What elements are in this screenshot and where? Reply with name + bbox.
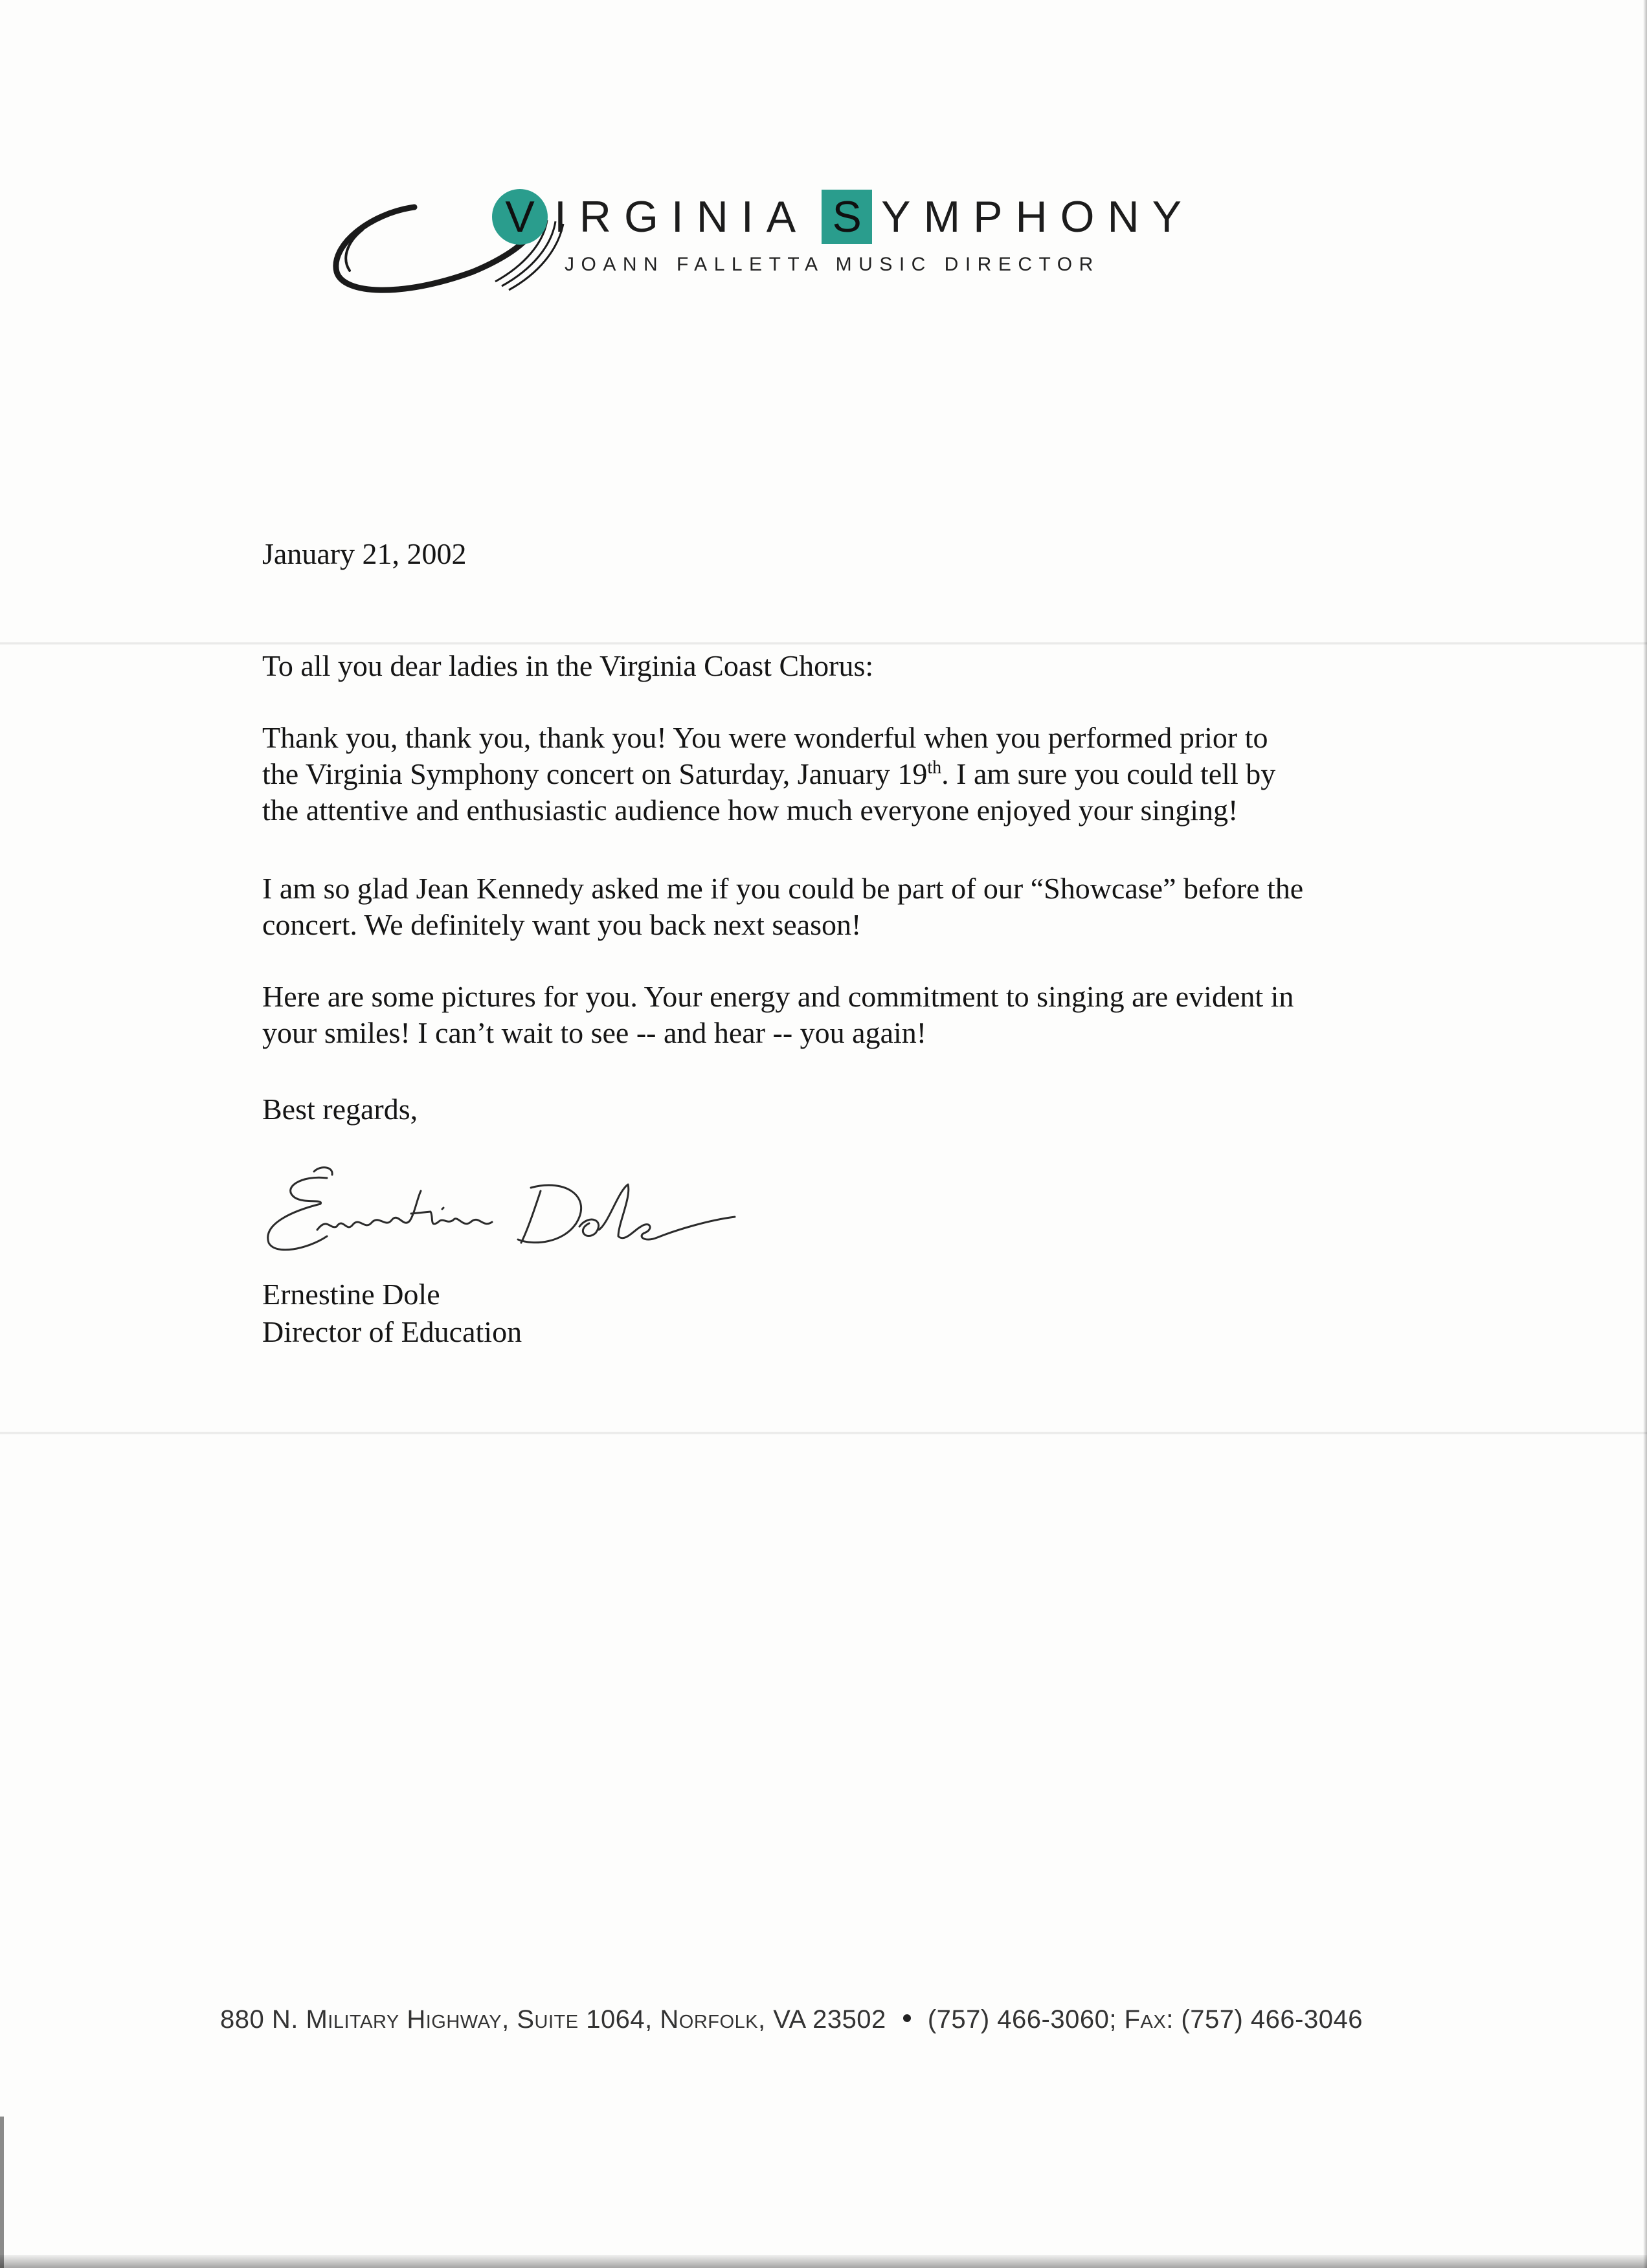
footer-bullet-icon (903, 2014, 911, 2022)
scan-edge-bottom (0, 2255, 1647, 2268)
letter-salutation: To all you dear ladies in the Virginia Coast Chorus: (262, 649, 874, 682)
footer-phone: (757) 466-3060; F (927, 2005, 1141, 2034)
paragraph-1-line-2: the Virginia Symphony concert on Saturday, January 19th. I am sure you could tell by (262, 757, 1276, 790)
scan-edge-left (0, 2117, 4, 2268)
letter-paragraph-3 (262, 979, 1294, 1051)
footer-fax: : (757) 466-3046 (1166, 2005, 1363, 2034)
letter-paragraph-1 (262, 720, 1275, 828)
brand-word-virginia: IRGINIA (554, 192, 809, 241)
brand-word-symphony: YMPHONY (881, 192, 1194, 241)
paragraph-2-line-1: I am so glad Jean Kennedy asked me if you could be part of our “Showcase” before the (262, 872, 1304, 905)
paragraph-3-line-1: Here are some pictures for you. Your energy and commitment to singing are evident in (262, 980, 1294, 1013)
letter-closing: Best regards, (262, 1093, 418, 1126)
signer-title: Director of Education (262, 1315, 522, 1348)
paragraph-3-line-2: your smiles! I can’t wait to see -- and hear -- you again! (262, 1016, 927, 1049)
letterhead-tagline: JOANN FALLETTA MUSIC DIRECTOR (565, 254, 1100, 275)
fold-line-lower (0, 1432, 1647, 1434)
ordinal-suffix: th (927, 757, 942, 778)
scan-edge-right (1643, 0, 1647, 2268)
fold-line-upper (0, 642, 1647, 645)
handwritten-signature (256, 1152, 761, 1275)
brand-wordmark (492, 184, 1204, 256)
paragraph-1-line-3: the attentive and enthusiastic audience how much everyone enjoyed your singing! (262, 794, 1238, 827)
letterhead-footer-address: 880 N. MILITARY HIGHWAY, SUITE 1064, NORFOLK, VA 23502 (757) 466-3060; FAX: (757) 466-3046 (220, 2005, 1363, 2034)
brand-initial-s-square: S (822, 190, 872, 244)
paragraph-1-line-1: Thank you, thank you, thank you! You were wonderful when you performed prior to (262, 721, 1268, 754)
letter-date: January 21, 2002 (262, 537, 467, 570)
signer-name: Ernestine Dole (262, 1278, 440, 1311)
brand-initial-v-circle: V (492, 189, 548, 245)
paragraph-2-line-2: concert. We definitely want you back next season! (262, 908, 862, 941)
letter-paragraph-2 (262, 871, 1303, 943)
